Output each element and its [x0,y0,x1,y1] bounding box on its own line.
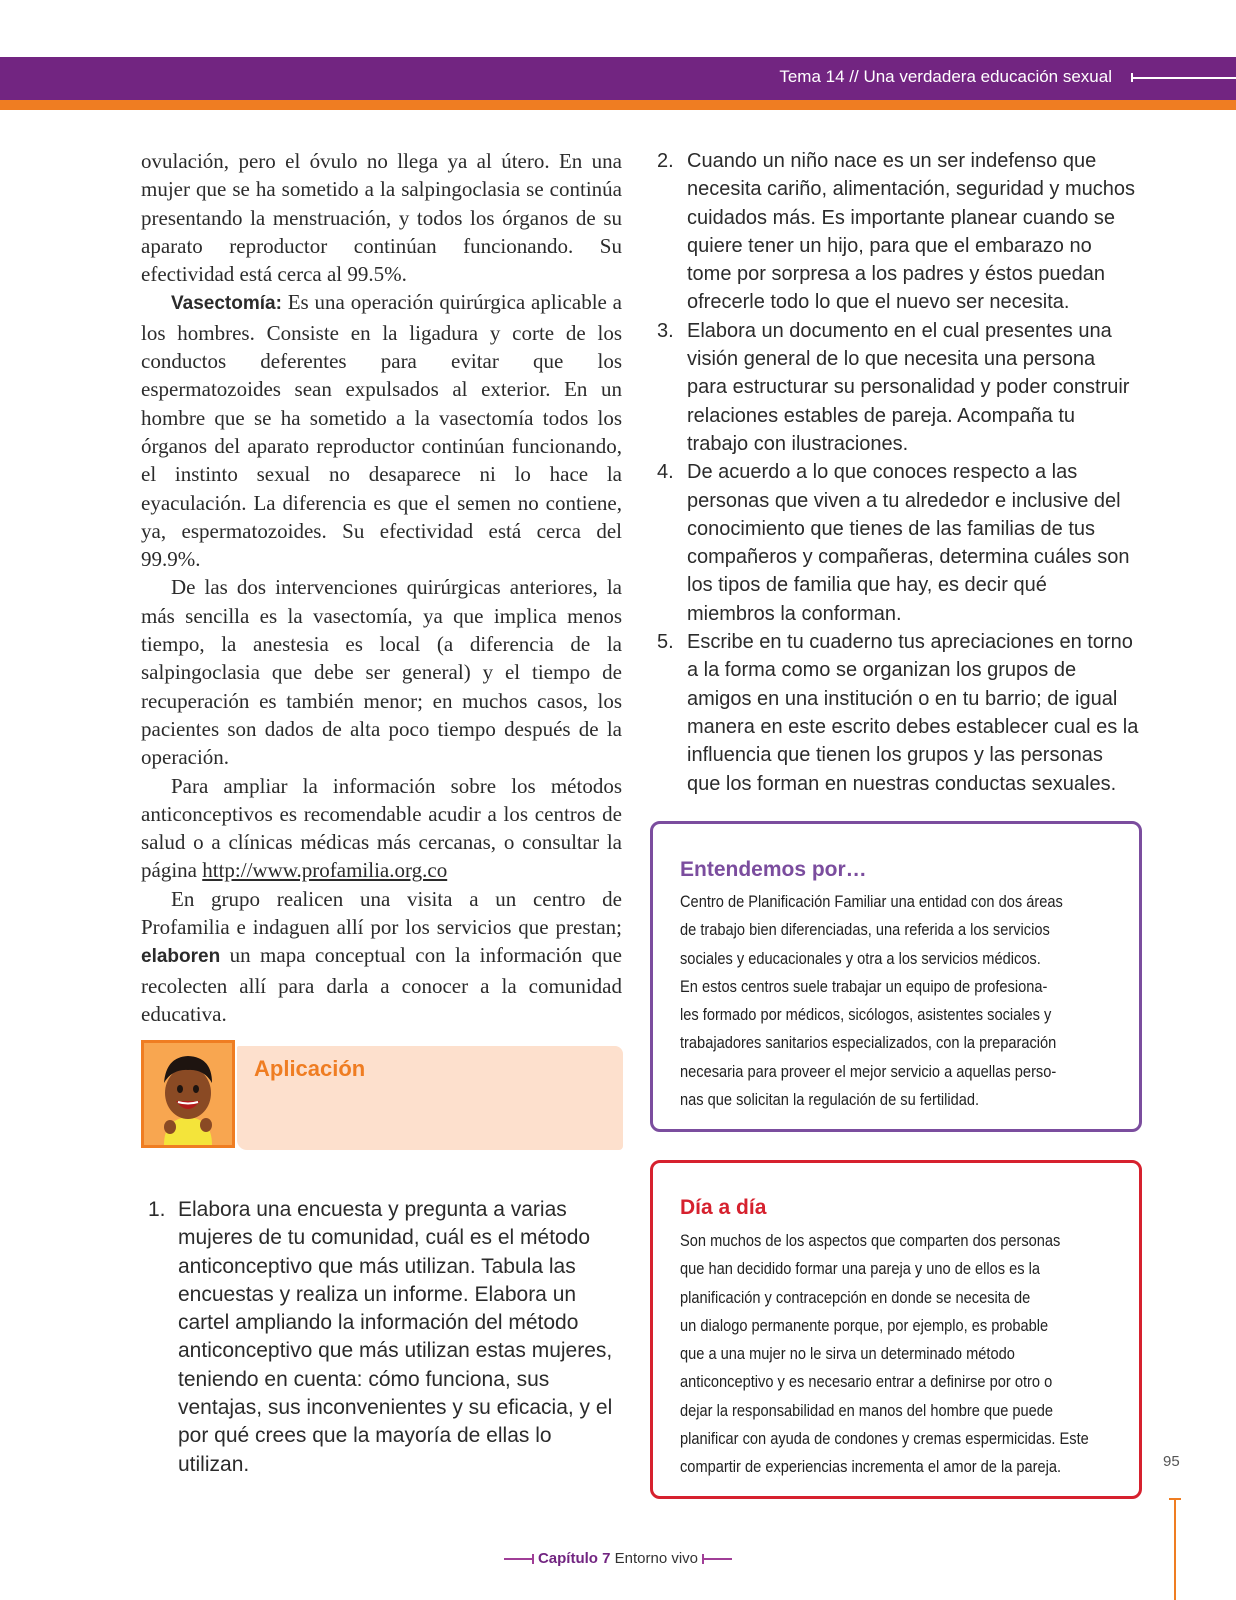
activity-list-left [148,1196,622,1479]
paragraph-vasectomia [141,288,622,573]
group-visit-text-b: un mapa conceptual con la información que recolecten allí para darla a conocer a la comunidad educativa. [141,943,622,1026]
footer [0,1550,1236,1567]
page-number: 95 [1163,1453,1180,1470]
entendemos-line: les formado por médicos, sicólogos, asistentes sociales y [680,1005,1052,1025]
dia-a-dia-body [680,1227,1120,1482]
list-item-number: 2. [657,150,674,172]
vasectomia-text: Es una operación quirúrgica aplicable a los hombres. Consiste en la ligadura y corte de los conductos deferentes para evitar que los espermatozoides sean expulsados al exterior. En un hombre que se ha sometido a la vasectomía todos los órganos del aparato reproductor continúan funcionando, el instinto sexual no desaparece ni lo hace la eyaculación. La diferencia es que el semen no contiene, ya, espermatozoides. Su efectividad está cerca del 99.9%. [141,290,622,572]
term-elaboren: elaboren [141,946,221,968]
term-vasectomia: Vasectomía: [171,293,282,315]
list-item [657,458,1139,628]
page-edge-rule [1174,1498,1176,1600]
list-item-text: De acuerdo a lo que conoces respecto a las personas que viven a tu alrededor e inclusive del conocimiento que tienes de las familias de tus compañeros y compañeras, determina cuáles son los tipos de familia que hay, es decir qué miembros la conforman. [687,461,1130,625]
list-item [657,628,1139,798]
left-column-text [141,147,622,1028]
group-visit-text-a: En grupo realicen una visita a un centro de Profamilia e indaguen allí por los servicios que prestan; [141,886,622,940]
entendemos-line: En estos centros suele trabajar un equipo de profesiona- [680,976,1048,996]
entendemos-box [650,821,1142,1132]
entendemos-line: sociales y educacionales y otra a los servicios médicos. [680,948,1041,968]
dia-a-dia-line: un dialogo permanente porque, por ejemplo, es probable [680,1315,1049,1335]
list-item [657,317,1139,458]
header-accent-stripe [0,100,1236,110]
list-item-text: Cuando un niño nace es un ser indefenso que necesita cariño, alimentación, seguridad y muchos cuidados más. Es importante planear cuando se quiere tener un hijo, para que el embarazo no tome por sorpresa a los padres y éstos puedan ofrecerle todo lo que el nuevo ser necesita. [687,150,1136,314]
list-item-number: 4. [657,461,674,484]
aplicacion-banner [141,1040,622,1150]
dia-a-dia-line: planificación y contracepción en donde se necesita de [680,1287,1031,1307]
entendemos-body [680,888,1120,1114]
list-item-number: 5. [657,631,674,654]
footer-chapter-name: Entorno vivo [614,1550,699,1567]
boy-avatar-icon [141,1040,235,1148]
list-item-text: Escribe en tu cuaderno tus apreciaciones en torno a la forma como se organizan los grupos de amigos en una institución o en tu barrio; de igual manera en este escrito debes establecer cual es la influencia que tienen los grupos y las personas que los forman en nuestras conductas sexuales. [687,631,1139,795]
footer-rule-right [702,1558,732,1560]
aplicacion-title: Aplicación [254,1056,366,1081]
entendemos-title: Entendemos por… [680,858,867,881]
entendemos-line: de trabajo bien diferenciadas, una referida a los servicios [680,920,1050,940]
more-info-text: Para ampliar la información sobre los métodos anticonceptivos es recomendable acudir a los centros de salud o a clínicas médicas más cercanas, o consultar la página [141,773,622,883]
dia-a-dia-line: planificar con ayuda de condones y cremas espermicidas. Este [680,1429,1089,1449]
header-rule [1131,77,1236,79]
list-item [148,1196,622,1479]
activity-list-right [657,147,1139,798]
paragraph-salpingoclasia: ovulación, pero el óvulo no llega ya al útero. En una mujer que se ha sometido a la salpingoclasia se continúa presentando la menstruación, y todos los órganos de su aparato reproductor continúan funcionando. Su efectividad está cerca al 99.5%. [141,149,622,287]
profamilia-link[interactable]: http://www.profamilia.org.co [202,858,448,883]
dia-a-dia-line: que a una mujer no le sirva un determinado método [680,1344,1015,1364]
entendemos-line: Centro de Planificación Familiar una entidad con dos áreas [680,892,1063,911]
dia-a-dia-line: anticonceptivo y es necesario entrar a definirse por otro o [680,1372,1053,1392]
entendemos-line: nas que solicitan la regulación de su fertilidad. [680,1090,980,1110]
paragraph-group-visit [141,885,622,1028]
paragraph-comparison: De las dos intervenciones quirúrgicas anteriores, la más sencilla es la vasectomía, ya que implica menos tiempo, la anestesia es local (a diferencia de la salpingoclasia que debe ser general) y el tiempo de recuperación es también menor; en muchos casos, los pacientes son dados de alta poco tiempo después de la operación. [141,575,622,770]
dia-a-dia-title: Día a día [680,1196,767,1219]
entendemos-line: trabajadores sanitarios especializados, con la preparación [680,1033,1057,1053]
list-item-number: 1. [148,1198,166,1221]
dia-a-dia-box [650,1160,1142,1499]
list-item-text: Elabora una encuesta y pregunta a varias mujeres de tu comunidad, cuál es el método anticonceptivo que más utilizan. Tabula las encuestas y realiza un informe. Elabora un cartel ampliando la información del método anticonceptivo que más utilizan estas mujeres, teniendo en cuenta: cómo funciona, sus ventajas, sus inconvenientes y su eficacia, y el por qué crees que la mayoría de ellas lo utilizan. [178,1198,613,1476]
footer-chapter: Capítulo 7 [537,1550,611,1567]
dia-a-dia-line: compartir de experiencias incrementa el amor de la pareja. [680,1457,1062,1477]
list-item-number: 3. [657,319,674,342]
dia-a-dia-line: dejar la responsabilidad en manos del hombre que puede [680,1400,1054,1420]
footer-rule-left [504,1558,534,1560]
list-item-text: Elabora un documento en el cual presentes una visión general de lo que necesita una persona para estructurar su personalidad y poder construir relaciones estables de pareja. Acompaña tu trabajo con ilustraciones. [687,319,1130,455]
paragraph-more-info [141,772,622,885]
dia-a-dia-line: Son muchos de los aspectos que comparten dos personas [680,1231,1061,1250]
list-item [657,147,1139,317]
dia-a-dia-line: que han decidido formar una pareja y uno de ellos es la [680,1259,1041,1279]
entendemos-line: necesaria para proveer el mejor servicio a aquellas perso- [680,1061,1057,1081]
page-topic-title: Tema 14 // Una verdadera educación sexual [779,67,1112,86]
